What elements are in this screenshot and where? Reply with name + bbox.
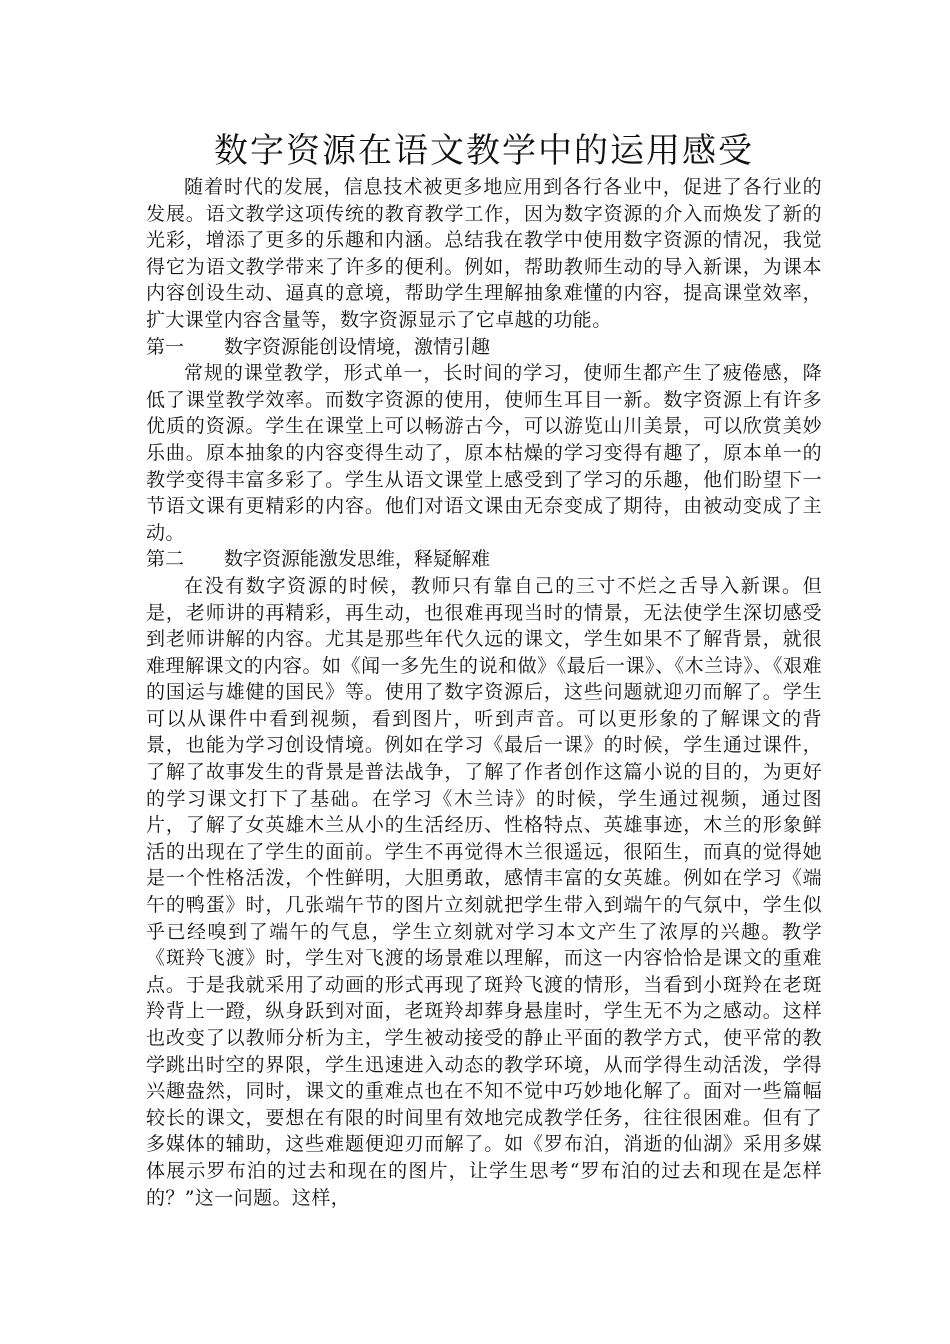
section-number-2: 第二 <box>146 548 185 571</box>
intro-paragraph: 随着时代的发展，信息技术被更多地应用到各行各业中，促进了各行业的发展。语文教学这项传统的教育教学工作，因为数字资源的介入而焕发了新的光彩，增添了更多的乐趣和内涵。总结我在教学中使用数字资源的情况，我觉得它为语文教学带来了许多的便利。例如，帮助教师生动的导入新课，为课本内容创设生动、逼真的意境，帮助学生理解抽象难懂的内容，提高课堂效率，扩大课堂内容含量等，数字资源显示了它卓越的功能。 <box>146 176 822 331</box>
section-heading-text-2: 数字资源能激发思维，释疑解难 <box>224 548 491 571</box>
section-body-2: 在没有数字资源的时候，教师只有靠自己的三寸不烂之舌导入新课。但是，老师讲的再精彩，再生动，也很难再现当时的情景，无法使学生深切感受到老师讲解的内容。尤其是那些年代久远的课文，学生如果不了解背景，就很难理解课文的内容。如《闻一多先生的说和做》《最后一课》、《木兰诗》、《艰难的国运与雄健的国民》等。使用了数字资源后，这些问题就迎刃而解了。学生可以从课件中看到视频，看到图片，听到声音。可以更形象的了解课文的背景，也能为学习创设情境。例如在学习《最后一课》的时候，学生通过课件，了解了故事发生的背景是普法战争，了解了作者创作这篇小说的目的，为更好的学习课文打下了基础。在学习《木兰诗》的时候，学生通过视频，通过图片，了解了女英雄木兰从小的生活经历、性格特点、英雄事迹，木兰的形象鲜活的出现在了学生的面前。学生不再觉得木兰很遥远，很陌生，而真的觉得她是一个性格活泼，个性鲜明，大胆勇敢，感情丰富的女英雄。例如在学习《端午的鸭蛋》时，几张端午节的图片立刻就把学生带入到端午的气氛中，学生似乎已经嗅到了端午的气息，学生立刻就对学习本文产生了浓厚的兴趣。教学《斑羚飞渡》时，学生对飞渡的场景难以理解，而这一内容恰恰是课文的重难点。于是我就采用了动画的形式再现了斑羚飞渡的情形，当看到小斑羚在老斑羚背上一蹬，纵身跃到对面，老斑羚却葬身悬崖时，学生无不为之感动。这样也改变了以教师分析为主，学生被动接受的静止平面的教学方式，使平常的教学跳出时空的界限，学生迅速进入动态的教学环境，从而学得生动活泼，学得兴趣盎然，同时，课文的重难点也在不知不觉中巧妙地化解了。面对一些篇幅较长的课文，要想在有限的时间里有效地完成教学任务，往往很困难。但有了多媒体的辅助，这些难题便迎刃而解了。如《罗布泊，消逝的仙湖》采用多媒体展示罗布泊的过去和现在的图片，让学生思考“罗布泊的过去和现在是怎样的？”这一问题。这样， <box>146 574 822 1209</box>
section-number-1: 第一 <box>146 335 185 358</box>
section-heading-1 <box>146 334 822 361</box>
document-page <box>146 128 822 1211</box>
section-heading-2 <box>146 546 822 573</box>
document-title: 数字资源在语文教学中的运用感受 <box>214 131 754 171</box>
section-heading-text-1: 数字资源能创设情境，激情引趣 <box>224 335 491 358</box>
section-body-1: 常规的课堂教学，形式单一，长时间的学习，使师生都产生了疲倦感，降低了课堂教学效率。而数字资源的使用，使师生耳目一新。数字资源上有许多优质的资源。学生在课堂上可以畅游古今，可以游览山川美景，可以欣赏美妙乐曲。原本抽象的内容变得生动了，原本枯燥的学习变得有趣了，原本单一的教学变得丰富多彩了。学生从语文课堂上感受到了学习的乐趣，他们盼望下一节语文课有更精彩的内容。他们对语文课由无奈变成了期待，由被动变成了主动。 <box>146 362 822 544</box>
